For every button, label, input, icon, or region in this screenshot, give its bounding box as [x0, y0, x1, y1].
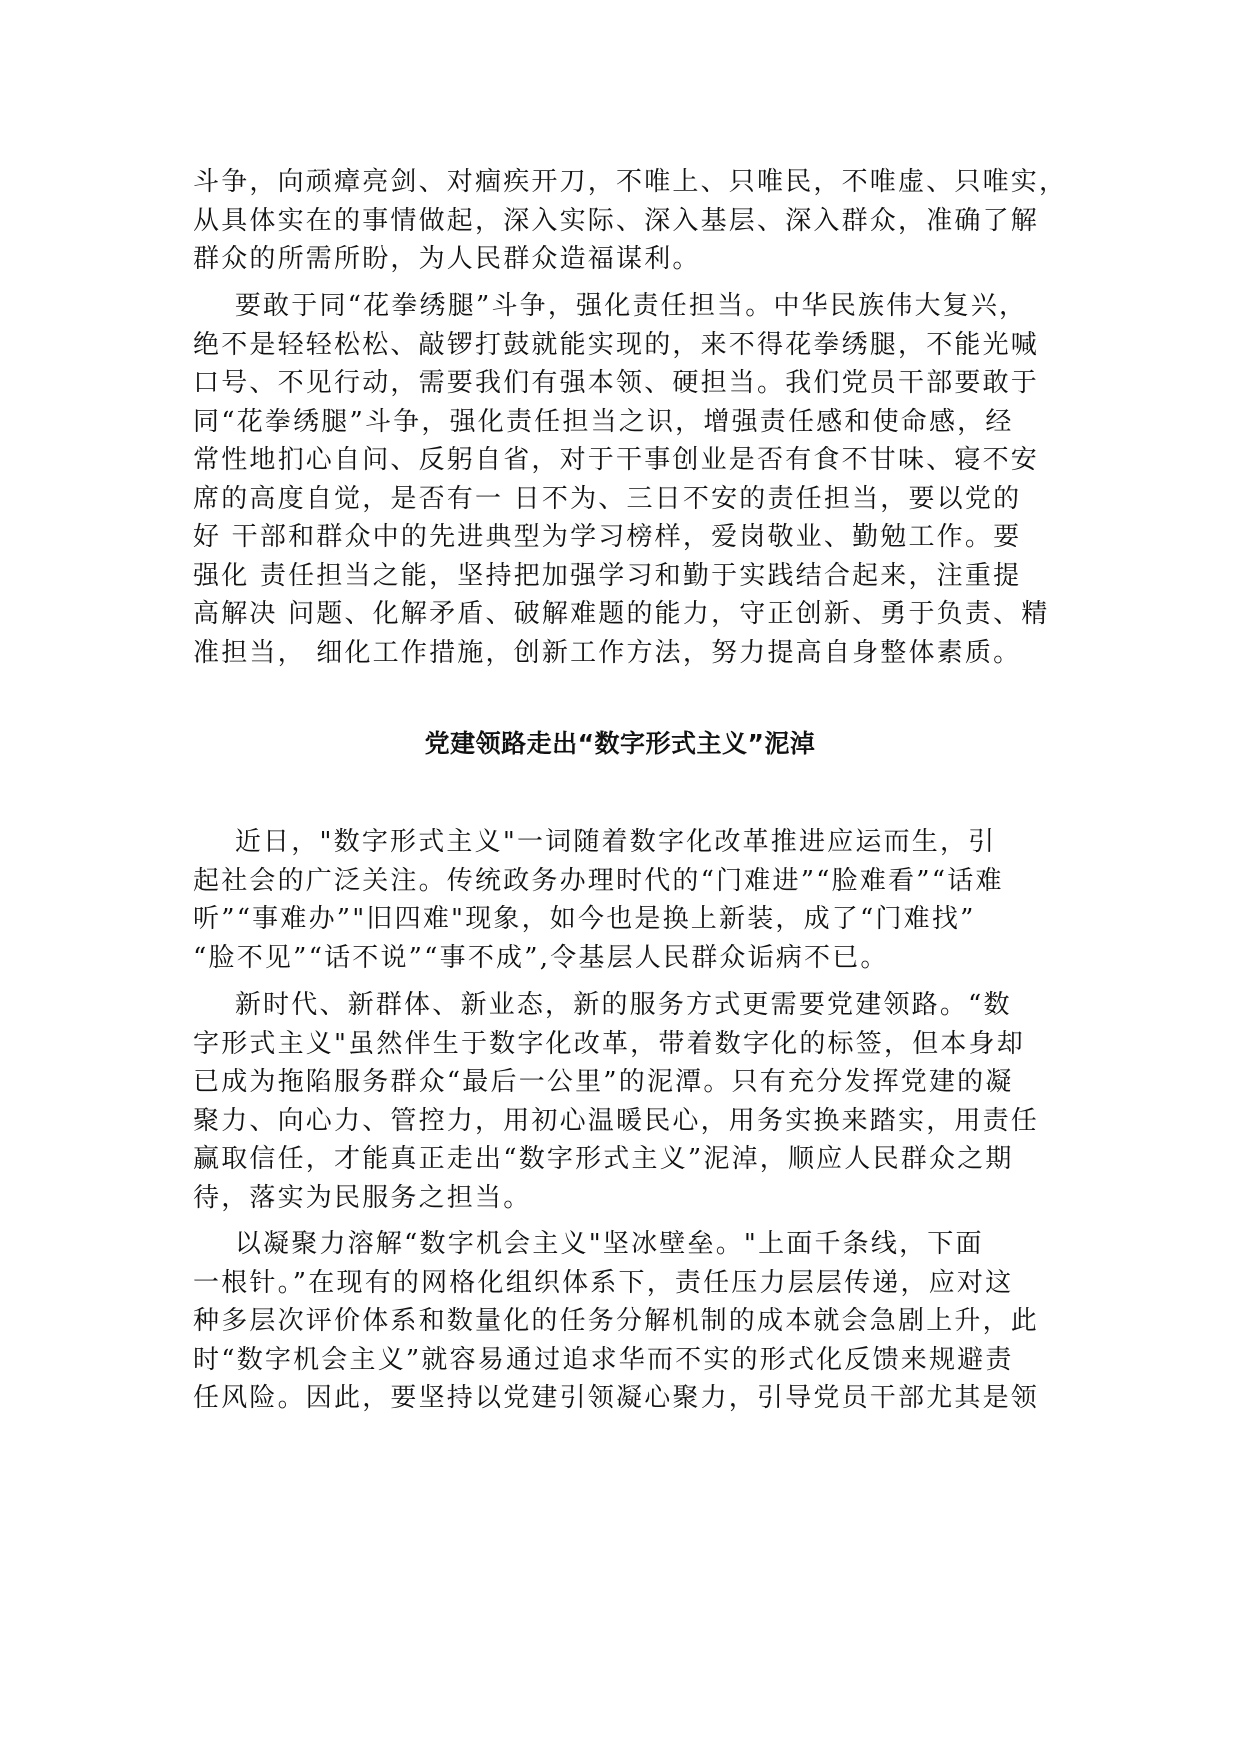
- text-line: 听”“事难办”"旧四难"现象，如今也是换上新装，成了“门难找”: [193, 904, 976, 934]
- paragraph-continuation: [193, 163, 1068, 279]
- text-line: 口号、不见行动，需要我们有强本领、硬担当。我们党员干部要敢于: [193, 368, 1040, 398]
- paragraph-new-era: [193, 986, 1063, 1217]
- paragraph-intro: [193, 823, 1063, 977]
- text-line: 赢取信任，才能真正走出“数字形式主义”泥淖，顺应人民群众之期: [193, 1144, 1014, 1174]
- text-line: 群众的所需所盼，为人民群众造福谋利。: [193, 244, 701, 274]
- text-line: 时“数字机会主义”就容易通过追求华而不实的形式化反馈来规避责: [193, 1344, 1014, 1375]
- text-line: 常性地扪心自问、反躬自省，对于干事创业是否有食不甘味、寝不安: [193, 445, 1040, 475]
- text-line: “脸不见”“话不说”“事不成”,令基层人民群众诟病不已。: [193, 942, 889, 973]
- text-line: 待，落实为民服务之担当。: [193, 1182, 532, 1213]
- text-line: 准担当， 细化工作措施，创新工作方法，努力提高自身整体素质。: [193, 637, 1022, 668]
- text-line: 一根针。”在现有的网格化组织体系下，责任压力层层传递，应对这: [193, 1267, 1014, 1298]
- text-line: 任风险。因此，要坚持以党建引领凝心聚力，引导党员干部尤其是领: [193, 1383, 1040, 1413]
- text-line: 绝不是轻轻松松、敲锣打鼓就能实现的，来不得花拳绣腿，不能光喊: [193, 329, 1040, 360]
- text-line: 已成为拖陷服务群众“最后一公里”的泥潭。只有充分发挥党建的凝: [193, 1067, 1014, 1097]
- text-line: 同“花拳绣腿”斗争，强化责任担当之识，增强责任感和使命感，经: [193, 406, 1014, 437]
- paragraph-cohesion: [193, 1225, 1063, 1418]
- text-line: 要敢于同“花拳绣腿”斗争，强化责任担当。中华民族伟大复兴，: [193, 291, 1028, 321]
- text-line: 字形式主义"虽然伴生于数字化改革，带着数字化的标签，但本身却: [193, 1028, 1025, 1059]
- paragraph-responsibility: [193, 287, 1063, 672]
- text-line: 席的高度自觉，是否有一 日不为、三日不安的责任担当，要以党的: [193, 483, 1022, 514]
- text-line: 起社会的广泛关注。传统政务办理时代的“门难进”“脸难看”“话难: [193, 865, 1004, 896]
- text-line: 聚力、向心力、管控力，用初心温暖民心，用务实换来踏实，用责任: [193, 1105, 1040, 1136]
- text-line: 强化 责任担当之能，坚持把加强学习和勤于实践结合起来，注重提: [193, 560, 1022, 591]
- section-heading: 党建领路走出“数字形式主义”泥淖: [424, 729, 816, 758]
- text-line: 从具体实在的事情做起，深入实际、深入基层、深入群众，准确了解: [193, 205, 1040, 236]
- text-line: 近日，"数字形式主义"一词随着数字化改革推进应运而生，引: [193, 827, 997, 857]
- text-line: 新时代、新群体、新业态，新的服务方式更需要党建领路。“数: [193, 990, 1012, 1020]
- text-line: 种多层次评价体系和数量化的任务分解机制的成本就会急剧上升，此: [193, 1306, 1040, 1336]
- text-line: 好 干部和群众中的先进典型为学习榜样，爱岗敬业、勤勉工作。要: [193, 522, 1022, 552]
- text-line: 以凝聚力溶解“数字机会主义"坚冰壁垒。"上面千条线，下面: [193, 1229, 984, 1259]
- text-line: 高解决 问题、化解矛盾、破解难题的能力，守正创新、勇于负责、精: [193, 599, 1050, 629]
- text-line: 斗争，向顽瘴亮剑、对痼疾开刀，不唯上、只唯民，不唯虚、只唯实，: [193, 167, 1068, 197]
